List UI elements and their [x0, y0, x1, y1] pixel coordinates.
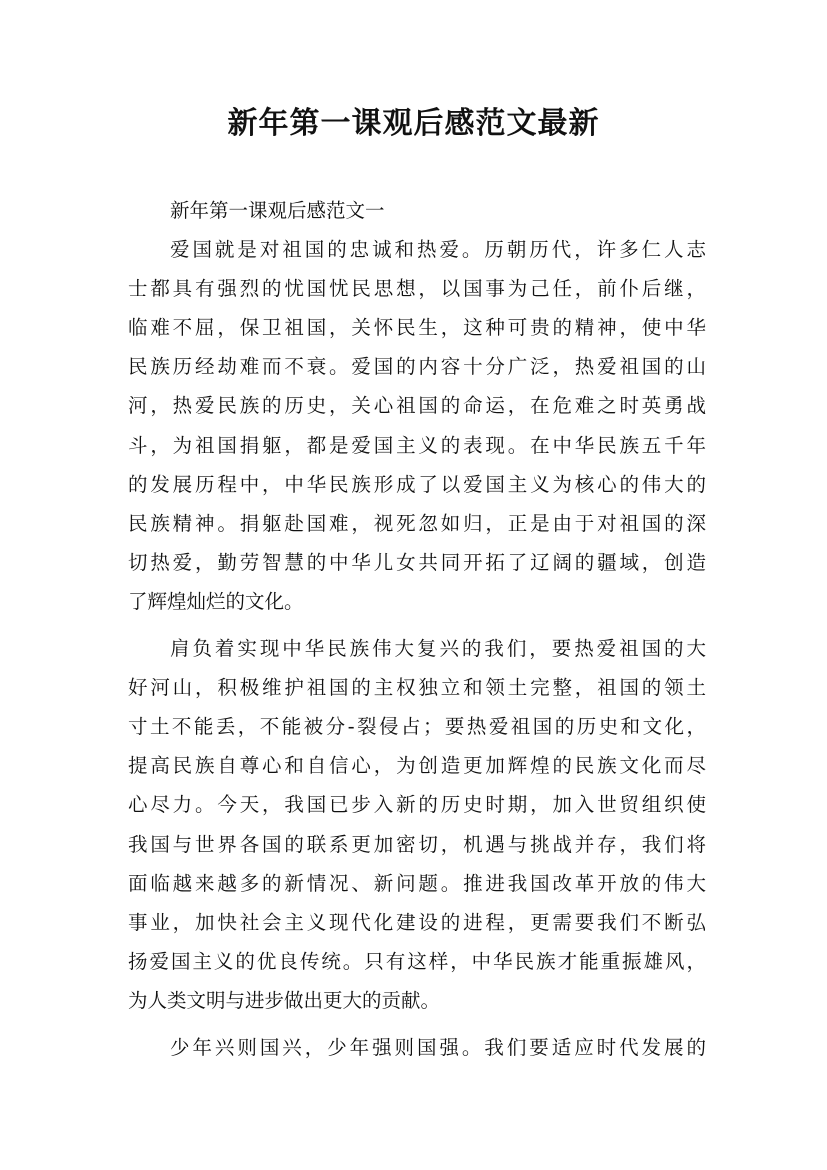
- document-title: 新年第一课观后感范文最新: [227, 106, 600, 141]
- paragraph-2-line-1: 肩负着实现中华民族伟大复兴的我们，要热爱祖国的大: [170, 637, 706, 661]
- document-body: [128, 191, 706, 1067]
- paragraph-2-line-3: 寸土不能丢，不能被分-裂侵占；要热爱祖国的历史和文化，: [128, 715, 706, 739]
- paragraph-1-line-3: 临难不屈，保卫祖国，关怀民生，这种可贵的精神，使中华: [128, 316, 706, 340]
- paragraph-2-line-10: 为人类文明与进步做出更大的贡献。: [128, 988, 441, 1012]
- paragraph-2-line-2: 好河山，积极维护祖国的主权独立和领土完整，祖国的领土: [128, 676, 706, 700]
- paragraph-2-line-4: 提高民族自尊心和自信心，为创造更加辉煌的民族文化而尽: [128, 754, 706, 778]
- paragraph-2-line-7: 面临越来越多的新情况、新问题。推进我国改革开放的伟大: [128, 871, 706, 895]
- section-heading: 新年第一课观后感范文一: [170, 199, 385, 222]
- paragraph-1-line-7: 的发展历程中，中华民族形成了以爱国主义为核心的伟大的: [128, 472, 706, 496]
- paragraph-1-line-5: 河，热爱民族的历史，关心祖国的命运，在危难之时英勇战: [128, 394, 706, 418]
- paragraph-1-line-8: 民族精神。捐躯赴国难，视死忽如归，正是由于对祖国的深: [128, 511, 706, 535]
- paragraph-1-line-2: 士都具有强烈的忧国忧民思想，以国事为己任，前仆后继，: [128, 277, 706, 301]
- paragraph-1-line-1: 爱国就是对祖国的忠诚和热爱。历朝历代，许多仁人志: [170, 238, 706, 262]
- paragraph-spacer: [128, 1020, 706, 1028]
- paragraph-1-line-10: 了辉煌灿烂的文化。: [128, 589, 304, 613]
- paragraph-1-line-4: 民族历经劫难而不衰。爱国的内容十分广泛，热爱祖国的山: [128, 355, 706, 379]
- paragraph-2-line-9: 扬爱国主义的优良传统。只有这样，中华民族才能重振雄风，: [128, 949, 706, 973]
- paragraph-1-line-6: 斗，为祖国捐躯，都是爱国主义的表现。在中华民族五千年: [128, 433, 706, 457]
- paragraph-2-line-6: 我国与世界各国的联系更加密切，机遇与挑战并存，我们将: [128, 832, 706, 856]
- paragraph-3-line-1: 少年兴则国兴，少年强则国强。我们要适应时代发展的: [170, 1035, 706, 1059]
- paragraph-2-line-8: 事业，加快社会主义现代化建设的进程，更需要我们不断弘: [128, 910, 706, 934]
- paragraph-2-line-5: 心尽力。今天，我国已步入新的历史时期，加入世贸组织使: [128, 793, 706, 817]
- paragraph-1-line-9: 切热爱，勤劳智慧的中华儿女共同开拓了辽阔的疆域，创造: [128, 550, 706, 574]
- paragraph-spacer: [128, 621, 706, 629]
